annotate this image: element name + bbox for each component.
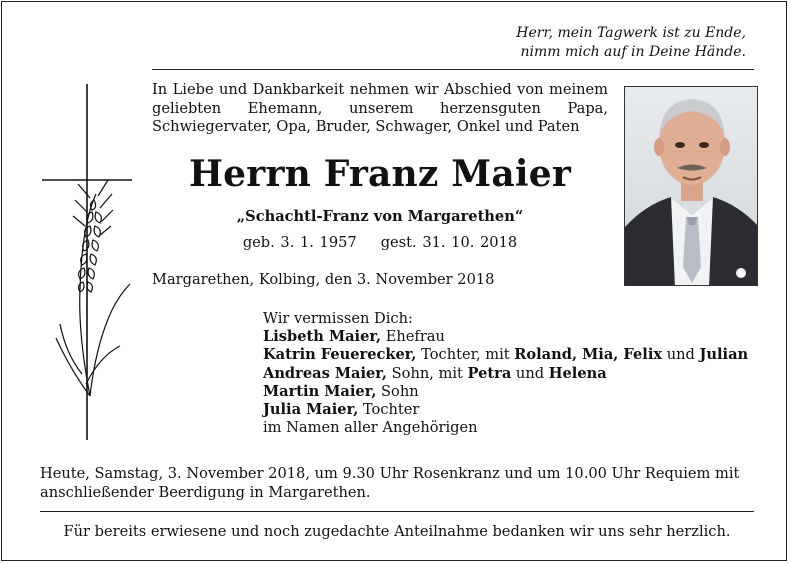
survivors-closing-text: im Namen aller Angehörigen: [263, 419, 478, 437]
intro-text: In Liebe und Dankbarkeit nehmen wir Abschied von meinem geliebten Ehemann, unserem herzensguten Papa, Schwiegervater, Opa, Bruder, Schwager, Onkel und Paten: [152, 81, 608, 135]
survivor-relation: Tochter: [358, 401, 420, 419]
survivor-row: [263, 365, 748, 383]
survivor-relation: Sohn: [376, 382, 419, 400]
place-date: Margarethen, Kolbing, den 3. November 2018: [152, 271, 495, 288]
survivors-closing: [263, 419, 748, 437]
survivor-relation: Sohn, mit: [387, 364, 468, 382]
cross-with-wheat-icon: [40, 84, 140, 446]
death-date: gest. 31. 10. 2018: [380, 234, 518, 251]
life-dates: [152, 234, 608, 252]
survivor-connector: und: [511, 364, 549, 382]
survivor-name: Martin Maier,: [263, 382, 377, 400]
survivors-list: [263, 310, 748, 437]
survivor-name: Lisbeth Maier,: [263, 328, 382, 346]
survivor-name: Katrin Feuerecker,: [263, 346, 417, 364]
deceased-name: Herrn Franz Maier: [188, 153, 572, 195]
survivor-row: [263, 401, 748, 419]
verse-line-2: nimm mich auf in Deine Hände.: [520, 44, 746, 60]
deceased-nickname: „Schachtl-Franz von Margarethen“: [236, 208, 524, 225]
portrait-photo: [624, 86, 758, 286]
portrait-illustration: [625, 87, 758, 286]
survivor-relation: Tochter, mit: [416, 346, 515, 364]
survivors-heading: Wir vermissen Dich:: [263, 310, 413, 327]
survivor-children: Roland, Mia, Felix: [514, 346, 663, 364]
survivor-children: Julian: [699, 346, 749, 364]
thanks-note: Für bereits erwiesene und noch zugedachte Anteilnahme bedanken wir uns sehr herzlich.: [63, 523, 731, 540]
birth-date: geb. 3. 1. 1957: [242, 234, 357, 251]
verse-divider: [152, 69, 754, 70]
survivor-children: Petra: [467, 364, 512, 382]
survivor-name: Julia Maier,: [263, 401, 359, 419]
survivor-name: Andreas Maier,: [263, 364, 388, 382]
bottom-divider: [40, 511, 754, 512]
survivor-connector: und: [662, 346, 700, 364]
survivor-relation: Ehefrau: [381, 328, 445, 346]
survivor-row: [263, 328, 748, 346]
verse-line-1: Herr, mein Tagwerk ist zu Ende,: [516, 25, 746, 41]
survivor-children: Helena: [548, 364, 607, 382]
obituary-card: [1, 1, 787, 561]
funeral-notice: Heute, Samstag, 3. November 2018, um 9.30 Uhr Rosenkranz und um 10.00 Uhr Requiem mit anschließender Beerdigung in Margarethen.: [40, 465, 740, 501]
verse: [516, 24, 746, 62]
survivor-row: [263, 383, 748, 401]
survivor-row: [263, 346, 748, 364]
